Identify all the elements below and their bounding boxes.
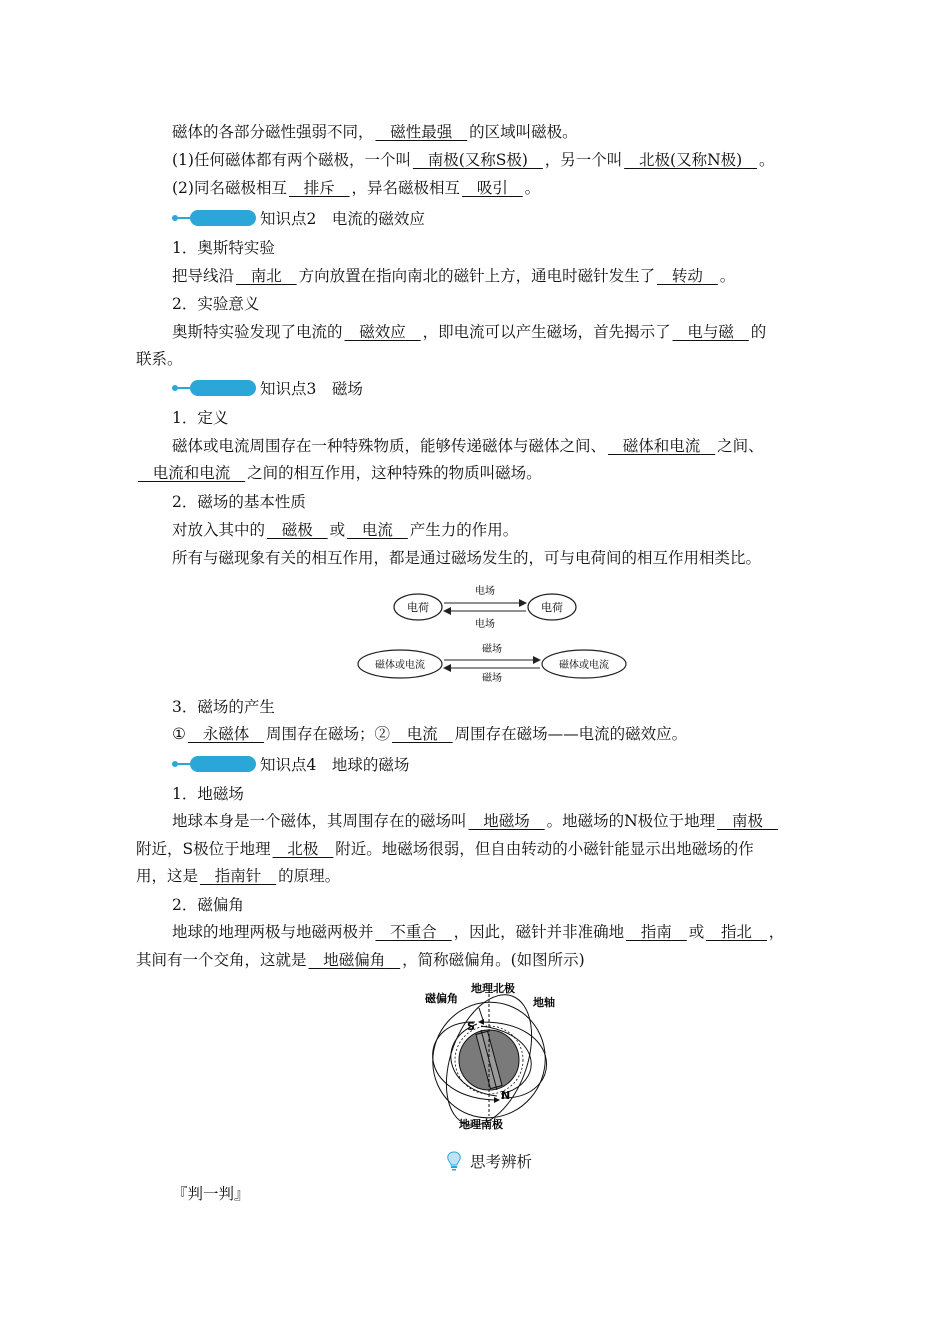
para-oersted: 把导线沿 南北 方向放置在指向南北的磁针上方，通电时磁针发生了 转动 。 (172, 267, 736, 285)
section-heading: 1．地磁场 (172, 785, 244, 803)
para-two-poles: (1)任何磁体都有两个磁极，一个叫 南极(又称S极) ，另一个叫 北极(又称N极) 。 (172, 151, 775, 169)
para-pole-interaction: (2)同名磁极相互 排斥 ，异名磁极相互 吸引 。 (172, 179, 541, 197)
answer-blank: 排斥 (303, 179, 335, 197)
n-pole-label: N (501, 1089, 511, 1102)
section-heading: 1．定义 (172, 409, 229, 427)
section-heading: 2．磁场的基本性质 (172, 493, 306, 511)
kp-title: 知识点3 磁场 (260, 380, 363, 398)
charge-left-label: 电荷 (407, 601, 429, 614)
knowledge-point-3 (172, 378, 363, 398)
knowledge-point-2 (172, 208, 425, 228)
section-heading: 2．实验意义 (172, 295, 260, 313)
answer-blank: 磁效应 (359, 323, 406, 341)
charge-diagram (394, 584, 576, 630)
para-declination: 地球的地理两极与地磁两极并 不重合 ，因此，磁针并非准确地 指南 或 指北 ， (172, 923, 785, 941)
knowledge-point-4 (172, 754, 409, 774)
para-magnetic-pole: 磁体的各部分磁性强弱不同， 磁性最强 的区域叫磁极。 (172, 123, 578, 141)
para-sources: ① 永磁体 周围存在磁场；② 电流 周围存在磁场——电流的磁效应。 (172, 725, 688, 743)
kp-badge (190, 380, 256, 396)
para-geomagnetic-cont: 附近，S极位于地理 北极 附近。地磁场很弱，但自由转动的小磁针能显示出地磁场的作 (136, 840, 754, 858)
para-property: 对放入其中的 磁极 或 电流 产生力的作用。 (172, 521, 519, 539)
kp-badge (190, 210, 256, 226)
answer-blank: 指南针 (214, 867, 262, 885)
answer-blank: 转动 (671, 267, 703, 285)
answer-blank: 南极 (731, 812, 763, 830)
earth-axis-label: 地轴 (533, 996, 555, 1009)
kp-badge (190, 756, 256, 772)
answer-blank: 磁体和电流 (622, 437, 701, 455)
answer-blank: 不重合 (390, 923, 437, 941)
field-analogy-diagram (352, 580, 632, 684)
declination-label: 磁偏角 (425, 992, 458, 1005)
judge-heading: 『判一判』 (172, 1185, 250, 1203)
geo-north-label: 地理北极 (471, 982, 515, 995)
answer-blank: 磁极 (281, 521, 313, 539)
electric-field-label-bottom: 电场 (475, 619, 495, 630)
answer-blank: 电与磁 (687, 323, 734, 341)
section-heading: 1．奥斯特实验 (172, 239, 275, 257)
electric-field-label-top: 电场 (475, 586, 495, 597)
s-pole-label: S (467, 1020, 475, 1033)
answer-blank: 吸引 (476, 179, 508, 197)
magnet-right-label: 磁体或电流 (559, 660, 609, 671)
para-significance-cont: 联系。 (136, 350, 183, 368)
answer-blank: 南极(又称S极) (427, 151, 528, 169)
answer-blank: 永磁体 (202, 725, 250, 743)
kp-title: 知识点4 地球的磁场 (260, 756, 410, 774)
para-significance: 奥斯特实验发现了电流的 磁效应 ，即电流可以产生磁场，首先揭示了 电与磁 的 (172, 323, 767, 341)
think-analyze-title: 思考辨析 (470, 1153, 533, 1171)
geo-south-label: 地理南极 (459, 1118, 503, 1131)
answer-blank: 磁性最强 (390, 123, 453, 141)
section-heading: 2．磁偏角 (172, 896, 244, 914)
magnetic-field-label-top: 磁场 (482, 644, 502, 655)
section-heading: 3．磁场的产生 (172, 698, 275, 716)
para-geomagnetic-cont2: 用，这是 指南针 的原理。 (136, 867, 341, 885)
answer-blank: 南北 (250, 267, 282, 285)
magnet-diagram (358, 642, 626, 684)
para-declination-cont: 其间有一个交角，这就是 地磁偏角 ，简称磁偏角。(如图所示) (136, 951, 585, 969)
lightbulb-icon (446, 1151, 462, 1171)
kp-title: 知识点2 电流的磁效应 (260, 210, 425, 228)
para-definition-cont: 电流和电流 之间的相互作用，这种特殊的物质叫磁场。 (0, 463, 950, 483)
answer-blank: 地磁场 (483, 812, 530, 830)
magnetic-field-label-bottom: 磁场 (482, 673, 502, 684)
answer-blank: 北极(又称N极) (639, 151, 743, 169)
para-definition: 磁体或电流周围存在一种特殊物质，能够传递磁体与磁体之间、 磁体和电流 之间、 (172, 437, 764, 455)
para-geomagnetic: 地球本身是一个磁体，其周围存在的磁场叫 地磁场 。地磁场的N极位于地理 南极 (0, 811, 950, 831)
answer-blank: 电流 (406, 725, 438, 743)
answer-blank: 地磁偏角 (323, 951, 386, 969)
answer-blank: 电流 (361, 521, 393, 539)
earth-magnetic-field-figure (415, 980, 575, 1136)
think-analyze-header (446, 1150, 532, 1172)
answer-blank: 电流和电流 (152, 464, 231, 482)
para-analogy: 所有与磁现象有关的相互作用，都是通过磁场发生的，可与电荷间的相互作用相类比。 (172, 549, 762, 567)
answer-blank: 指南 (640, 923, 672, 941)
charge-right-label: 电荷 (541, 601, 563, 614)
magnet-left-label: 磁体或电流 (375, 660, 425, 671)
answer-blank: 指北 (720, 923, 752, 941)
answer-blank: 北极 (287, 840, 319, 858)
